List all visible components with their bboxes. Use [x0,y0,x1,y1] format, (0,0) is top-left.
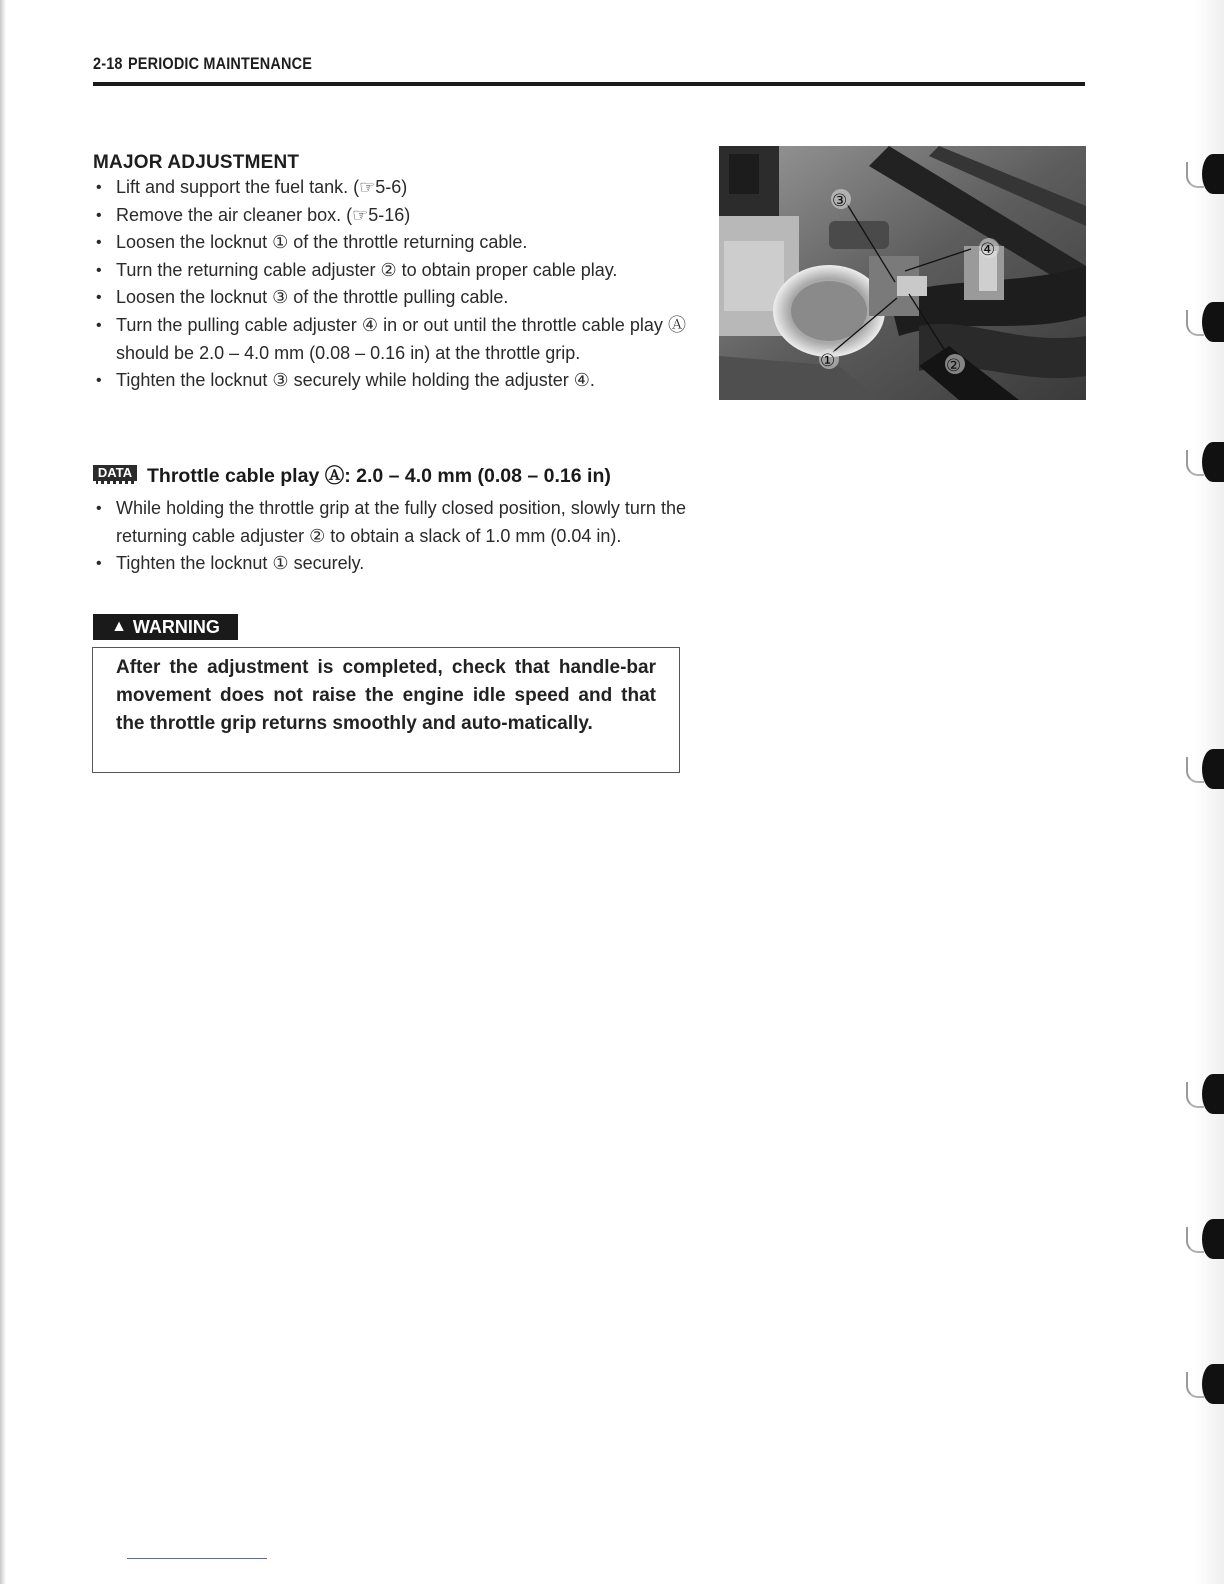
binder-tab-mark [1190,298,1224,342]
engine-photo-illustration [719,146,1086,400]
list-item: • Tighten the locknut ③ securely while holding the adjuster ④. [96,370,595,391]
page-number: 2-18 [93,54,123,73]
footer-rule [127,1558,267,1559]
binder-tab-mark [1190,745,1224,789]
page-header [93,54,1085,86]
throttle-cable-photo [719,146,1086,400]
procedure-steps [93,174,686,395]
callout-1: ① [820,351,836,371]
binder-tab-mark [1190,1070,1224,1114]
list-item: • Loosen the locknut ③ of the throttle pulling cable. [96,287,509,308]
warning-triangle-icon: ▲ [111,618,127,635]
warning-box [92,647,680,773]
callout-3: ③ [832,191,848,211]
spec-line [93,459,611,489]
warning-text: After the adjustment is completed, check that handle-bar movement does not raise the engine idle speed and that the throttle grip returns smoothly and auto-matically. [116,657,656,734]
section-header: PERIODIC MAINTENANCE [128,54,313,73]
list-item: • Turn the pulling cable adjuster ④ in or out until the throttle cable play Ⓐ should be 2.0 – 4.0 mm (0.08 – 0.16 in) at the throttle grip. [96,314,686,363]
section-title: MAJOR ADJUSTMENT [93,152,300,173]
binder-edge [0,0,6,1584]
binder-tab-mark [1190,1215,1224,1259]
list-item: • While holding the throttle grip at the fully closed position, slowly turn the returning cable adjuster ② to obtain a slack of 1.0 mm (0.04 in). [96,498,686,546]
callout-2: ② [946,356,962,376]
list-item: • Loosen the locknut ① of the throttle returning cable. [96,232,528,253]
binder-tab-mark [1190,438,1224,482]
spec-text: Throttle cable play Ⓐ: 2.0 – 4.0 mm (0.08 – 0.16 in) [147,465,611,487]
list-item: • Lift and support the fuel tank. (☞5-6) [96,177,408,197]
list-item: • Remove the air cleaner box. (☞5-16) [96,204,411,225]
page-right-edge [1194,0,1224,1584]
warning-label: ▲ WARNING [93,614,238,640]
binder-tab-mark [1190,150,1224,194]
binder-tab-mark [1190,1360,1224,1404]
data-icon: DATA [93,465,137,484]
procedure-steps-continued [93,495,686,578]
list-item: • Turn the returning cable adjuster ② to obtain proper cable play. [96,259,618,280]
list-item: • Tighten the locknut ① securely. [96,553,365,574]
callout-4: ④ [980,240,996,260]
